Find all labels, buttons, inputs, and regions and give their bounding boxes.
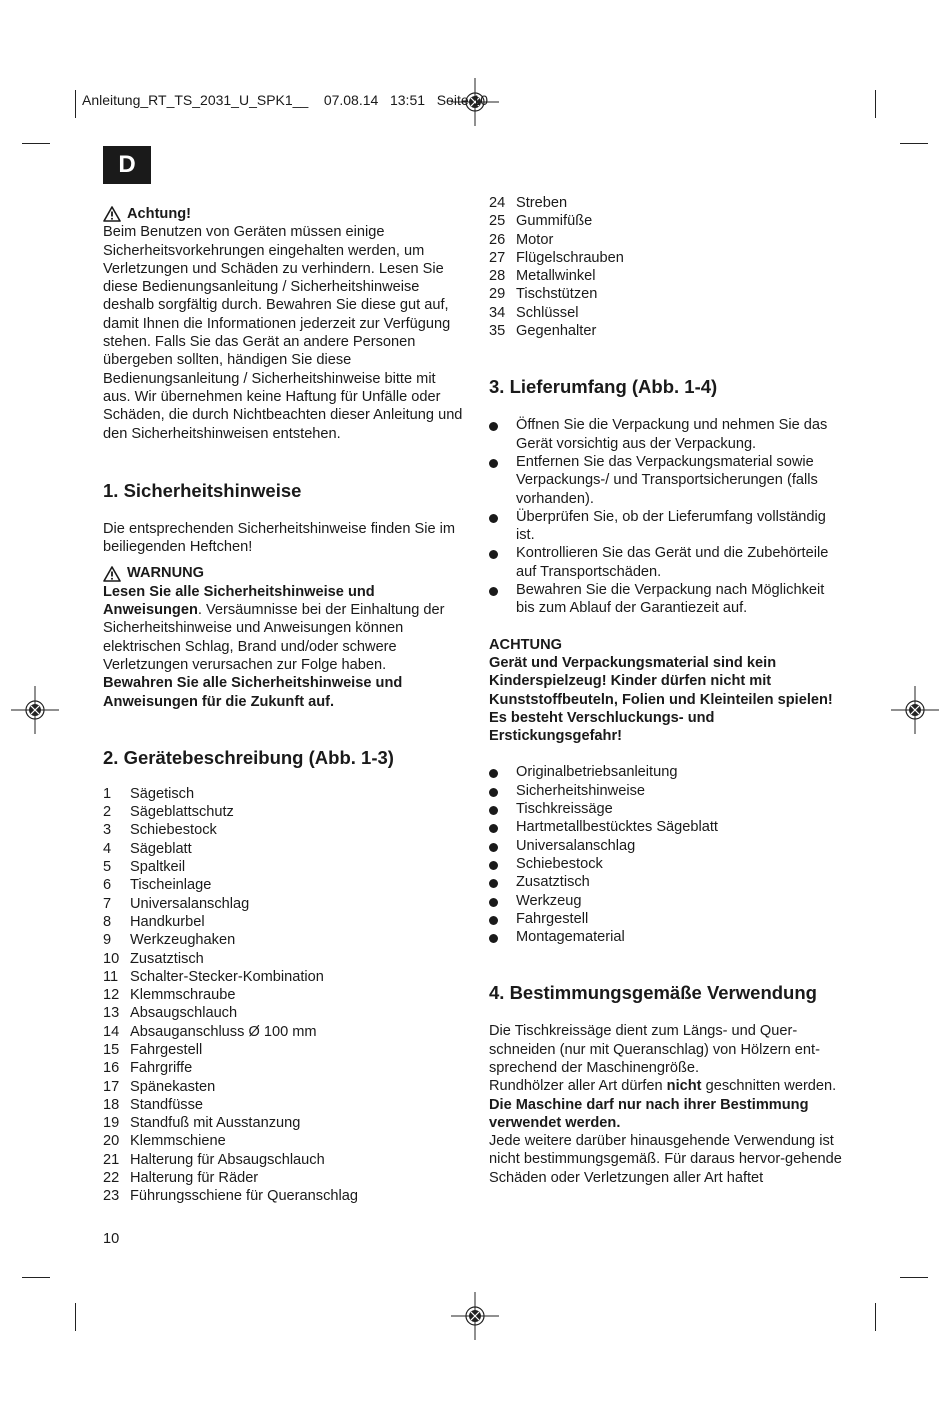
item-number: 23 [103,1188,120,1205]
item-text: Öffnen Sie die Verpackung und nehmen Sie das Gerät vorsichtig aus der Verpackung. [516,417,828,452]
item-label: Schiebestock [130,822,217,839]
item-number: 12 [103,987,120,1004]
list-item [489,212,844,230]
list-item [103,968,463,986]
bullet-icon [489,873,516,891]
item-number: 13 [103,1005,120,1022]
item-text: Werkzeug [516,892,582,909]
section-4-p3: Die Maschine darf nur nach ihrer Bestimmung verwendet werden. [489,1096,809,1131]
language-tab: D [103,146,151,184]
item-number: 6 [103,877,112,894]
item-number: 29 [489,286,506,303]
item-text: Kontrollieren Sie das Gerät und die Zubehörteile auf Transportschäden. [516,545,829,580]
list-item [489,267,844,285]
crop-mark [900,1277,928,1278]
bullet-icon [489,800,516,818]
list-item [103,1132,463,1150]
delivery-contents-list [489,763,844,946]
crop-mark [875,1303,876,1331]
list-item [489,453,844,508]
list-item [103,858,463,876]
item-number: 34 [489,304,506,321]
warning-bold: Lesen Sie alle Sicherheitshinweise und Anweisungen [103,583,375,619]
parts-list [103,785,463,1206]
item-label: Halterung für Räder [130,1170,259,1187]
item-label: Universalanschlag [130,895,250,912]
bullet-icon [489,910,516,928]
item-text: Montagematerial [516,929,625,946]
achtung-title: Achtung! [127,206,192,222]
list-item [103,950,463,968]
warning-heading [103,564,463,582]
warning-keep: Bewahren Sie alle Sicherheitshinweise und Anweisungen für die Zukunft auf. [103,675,403,710]
list-item [489,416,844,453]
item-label: Führungsschiene für Queranschlag [130,1188,358,1205]
item-label: Metallwinkel [516,268,596,285]
item-number: 15 [103,1041,120,1058]
item-number: 1 [103,785,112,802]
slug-file: Anleitung_RT_TS_2031_U_SPK1__ [82,92,309,108]
list-item [489,581,844,618]
item-label: Tischstützen [516,286,598,303]
list-item [489,304,844,322]
item-number: 18 [103,1096,120,1113]
bullet-icon [489,855,516,873]
item-label: Fahrgriffe [130,1060,193,1077]
list-item [103,1187,463,1205]
list-item [489,873,844,891]
item-label: Standfuß mit Ausstanzung [130,1115,301,1132]
section-4-p1: Die Tischkreissäge dient zum Längs- und Quer-schneiden (nur mit Queranschlag) von Hölzern ent-sprechend der Maschinengröße. [489,1023,820,1076]
list-item [489,892,844,910]
section-4-p2 [489,1077,844,1095]
item-number: 10 [103,950,120,967]
bullet-icon [489,581,516,618]
section-3-heading: 3. Lieferumfang (Abb. 1-4) [489,376,718,398]
item-label: Klemmschiene [130,1133,226,1150]
item-text: Schiebestock [516,855,603,872]
warning-triangle-icon [103,566,121,582]
item-label: Flügelschrauben [516,249,624,266]
list-item [489,837,844,855]
list-item [489,800,844,818]
bullet-icon [489,837,516,855]
list-item [103,1004,463,1022]
crop-mark [22,1277,50,1278]
item-number: 35 [489,323,506,340]
item-number: 14 [103,1023,120,1040]
left-column [103,205,463,1206]
bullet-icon [489,928,516,946]
bullet-icon [489,818,516,836]
list-item [103,1059,463,1077]
list-item [103,913,463,931]
item-number: 27 [489,249,506,266]
item-label: Gummifüße [516,213,593,230]
item-number: 24 [489,195,506,211]
page-number: 10 [103,1231,120,1247]
item-number: 9 [103,932,112,949]
item-label: Halterung für Absaugschlauch [130,1151,325,1168]
item-label: Sägeblatt [130,840,192,857]
section-2-heading: 2. Gerätebeschreibung (Abb. 1-3) [103,746,394,768]
list-item [489,910,844,928]
item-text: Zusatztisch [516,874,590,891]
warning-title: WARNUNG [127,565,205,582]
list-item [103,986,463,1004]
list-item [103,1078,463,1096]
item-label: Sägeblattschutz [130,804,234,821]
list-item [489,285,844,303]
item-number: 2 [103,804,112,821]
item-text: Entfernen Sie das Verpackungsmaterial sowie Verpackungs-/ und Transportsicherungen (falls vorhanden). [516,453,818,507]
list-item [489,231,844,249]
item-text: Originalbetriebsanleitung [516,764,678,781]
list-item [489,194,844,212]
bullet-icon [489,453,516,508]
list-item [489,544,844,581]
list-item [489,322,844,340]
warning-triangle-icon [103,206,121,222]
item-label: Gegenhalter [516,323,597,340]
registration-mark-icon [445,1286,505,1346]
bullet-icon [489,763,516,781]
item-number: 20 [103,1133,120,1150]
achtung-text: Beim Benutzen von Geräten müssen einige Sicherheitsvorkehrungen eingehalten werden, um Verletzungen und Schäden zu verhindern. Lesen Sie diese Bedienungsanleitung / Sicherheitshinweise deshalb sorgfältig durch. Bewahren Sie diese gut auf, damit Ihnen die Informationen jederzeit zur Verfügung stehen. Falls Sie das Gerät an andere Personen übergeben sollten, händigen Sie diese Bedienungsanleitung / Sicherheitshinweise bitte mit aus. Wir übernehmen keine Haftung für Unfälle oder Schäden, die durch Nichtbeachten dieser Anleitung und den Sicherheitshinweisen entstehen. [103,224,463,442]
item-number: 19 [103,1115,120,1132]
bullet-icon [489,508,516,545]
item-text: Sicherheitshinweise [516,782,645,799]
list-item [103,785,463,803]
registration-mark-icon [5,680,65,740]
item-label: Motor [516,231,554,248]
section-4-heading: 4. Bestimmungsgemäße Verwendung [489,982,817,1004]
achtung-2-text: Gerät und Verpackungsmaterial sind kein Kinderspielzeug! Kinder dürfen nicht mit Kunststoffbeuteln, Folien und Kleinteilen spielen! Es besteht Verschluckungs- und Erstickungsgefahr! [489,654,833,745]
list-item [103,1114,463,1132]
p2-post: geschnitten werden. [701,1078,837,1095]
item-number: 16 [103,1060,120,1077]
print-slug [82,92,488,108]
item-text: Fahrgestell [516,910,589,927]
list-item [103,821,463,839]
crop-mark [22,143,50,144]
registration-mark-icon [885,680,945,740]
item-text: Tischkreissäge [516,801,613,818]
warning-text [103,583,463,674]
list-item [103,840,463,858]
item-label: Klemmschraube [130,987,236,1004]
slug-page: Seite 10 [436,92,489,108]
list-item [103,876,463,894]
item-text: Universalanschlag [516,837,636,854]
bullet-icon [489,782,516,800]
item-label: Spaltkeil [130,859,186,876]
item-label: Standfüsse [130,1096,204,1113]
list-item [103,803,463,821]
section-4-p4: Jede weitere darüber hinausgehende Verwendung ist nicht bestimmungsgemäß. Für daraus hervor-gehende Schäden oder Verletzungen aller Art haftet [489,1133,842,1186]
list-item [489,928,844,946]
bullet-icon [489,892,516,910]
unpacking-steps-list [489,416,844,617]
item-label: Fahrgestell [130,1041,203,1058]
achtung-2-title: ACHTUNG [489,636,562,653]
item-label: Sägetisch [130,785,195,802]
item-number: 25 [489,213,506,230]
item-text: Überprüfen Sie, ob der Lieferumfang vollständig ist. [516,508,826,544]
item-number: 11 [103,968,119,985]
crop-mark [75,90,76,118]
item-label: Schlüssel [516,304,579,321]
item-number: 5 [103,859,112,876]
section-1-heading: 1. Sicherheitshinweise [103,479,302,501]
parts-list-continued [489,194,844,340]
item-label: Schalter-Stecker-Kombination [130,968,324,985]
list-item [103,1023,463,1041]
item-number: 7 [103,895,112,912]
item-number: 3 [103,822,112,839]
list-item [489,782,844,800]
item-number: 17 [103,1078,120,1095]
p2-bold: nicht [666,1078,702,1095]
item-number: 21 [103,1151,120,1168]
list-item [489,818,844,836]
list-item [103,895,463,913]
bullet-icon [489,416,516,453]
item-number: 26 [489,231,506,248]
list-item [103,1169,463,1187]
item-number: 22 [103,1170,120,1187]
item-number: 28 [489,268,506,285]
list-item [103,931,463,949]
list-item [489,249,844,267]
slug-date: 07.08.14 [323,92,379,108]
achtung-heading [103,205,463,223]
item-label: Tischeinlage [130,877,212,894]
crop-mark [75,1303,76,1331]
crop-mark [875,90,876,118]
item-label: Absaugschlauch [130,1005,238,1022]
item-label: Handkurbel [130,913,205,930]
item-text: Bewahren Sie die Verpackung nach Möglichkeit bis zum Ablauf der Garantiezeit auf. [516,582,825,617]
item-label: Zusatztisch [130,950,204,967]
item-label: Spänekasten [130,1078,216,1095]
list-item [489,508,844,545]
item-label: Streben [516,195,568,211]
list-item [103,1151,463,1169]
p2-pre: Rundhölzer aller Art dürfen [489,1078,667,1095]
slug-time: 13:51 [389,92,426,108]
item-label: Absauganschluss Ø 100 mm [130,1023,317,1040]
bullet-icon [489,544,516,581]
list-item [489,855,844,873]
item-label: Werkzeughaken [130,932,236,949]
crop-mark [900,143,928,144]
list-item [103,1096,463,1114]
item-number: 4 [103,840,112,857]
list-item [489,763,844,781]
item-number: 8 [103,913,112,930]
right-column [489,194,844,1187]
warning-body: . Versäumnisse bei der Einhaltung der Sicherheitshinweise und Anweisungen können elektrischen Schlag, Brand und/oder schwere Verletzungen verursachen zur Folge haben. [103,602,445,673]
list-item [103,1041,463,1059]
item-text: Hartmetallbestücktes Sägeblatt [516,819,718,836]
section-1-intro: Die entsprechenden Sicherheitshinweise finden Sie im beiliegenden Heftchen! [103,520,456,556]
